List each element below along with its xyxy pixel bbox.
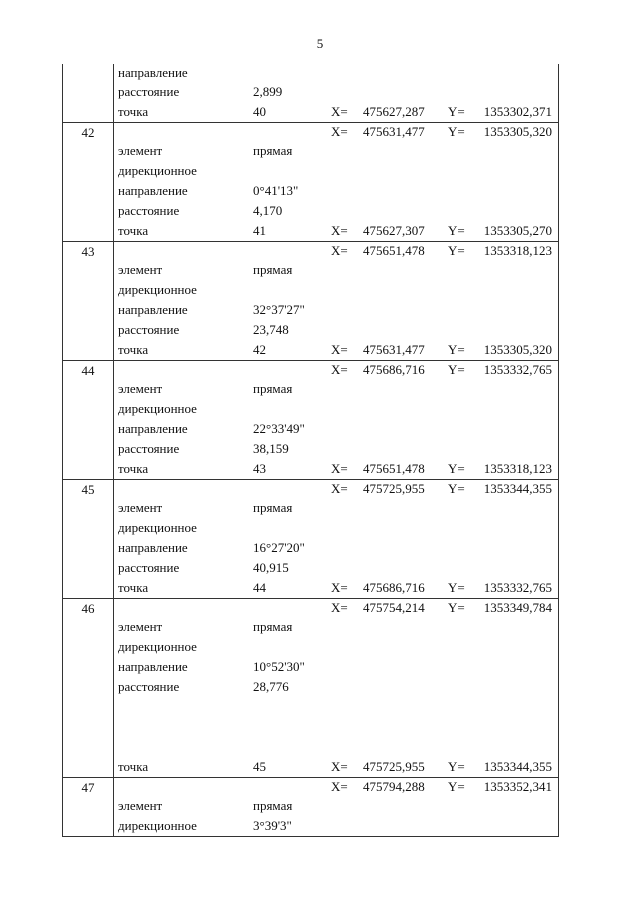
y-coordinate: 1353318,123 [483, 461, 552, 476]
x-label: X= [331, 362, 348, 377]
table-line [63, 518, 558, 538]
line-value: 43 [253, 461, 266, 476]
table-line [63, 361, 558, 379]
x-label: X= [331, 124, 348, 139]
table-line [63, 64, 558, 82]
y-coordinate: 1353332,765 [483, 580, 552, 595]
table-row [62, 777, 559, 837]
x-coordinate: 475627,307 [363, 223, 425, 238]
table-line [63, 123, 558, 141]
line-value: 32°37'27" [253, 302, 305, 317]
line-value: 4,170 [253, 203, 283, 218]
table-line [63, 320, 558, 340]
line-label: расстояние [118, 679, 180, 694]
table-line [63, 260, 558, 280]
x-label: X= [331, 342, 348, 357]
line-label: расстояние [118, 84, 180, 99]
x-label: X= [331, 580, 348, 595]
table-line [63, 737, 558, 757]
x-label: X= [331, 243, 348, 258]
line-label: дирекционное [118, 163, 197, 178]
line-value: прямая [253, 381, 293, 396]
x-label: X= [331, 104, 348, 119]
line-label: элемент [118, 798, 163, 813]
x-label: X= [331, 461, 348, 476]
line-label: элемент [118, 381, 163, 396]
line-value: 40 [253, 104, 266, 119]
y-label: Y= [448, 223, 465, 238]
table-line [63, 379, 558, 399]
line-label: дирекционное [118, 818, 197, 833]
line-label: направление [118, 183, 188, 198]
y-label: Y= [448, 362, 465, 377]
table-line [63, 340, 558, 360]
table-line [63, 498, 558, 518]
table-row [62, 479, 559, 598]
line-value: 38,159 [253, 441, 289, 456]
line-label: точка [118, 342, 149, 357]
y-coordinate: 1353305,320 [483, 124, 552, 139]
y-coordinate: 1353352,341 [483, 779, 552, 794]
line-value: 44 [253, 580, 266, 595]
table-line [63, 221, 558, 241]
line-label: расстояние [118, 560, 180, 575]
line-label: элемент [118, 619, 163, 634]
x-coordinate: 475627,287 [363, 104, 425, 119]
line-value: 28,776 [253, 679, 289, 694]
table-line [63, 459, 558, 479]
line-value: 16°27'20" [253, 540, 305, 555]
x-coordinate: 475686,716 [363, 362, 425, 377]
table-line [63, 816, 558, 836]
line-value: 10°52'30" [253, 659, 305, 674]
line-label: дирекционное [118, 282, 197, 297]
line-value: прямая [253, 798, 293, 813]
line-value: прямая [253, 500, 293, 515]
y-label: Y= [448, 243, 465, 258]
x-coordinate: 475754,214 [363, 600, 425, 615]
table-line [63, 657, 558, 677]
line-value: прямая [253, 262, 293, 277]
table-line [63, 419, 558, 439]
line-value: прямая [253, 143, 293, 158]
table-line [63, 697, 558, 717]
y-label: Y= [448, 759, 465, 774]
table-row-continued [62, 64, 559, 122]
x-label: X= [331, 600, 348, 615]
table-line [63, 599, 558, 617]
x-label: X= [331, 223, 348, 238]
point-number: 43 [63, 242, 114, 360]
table-line [63, 280, 558, 300]
line-label: элемент [118, 262, 163, 277]
table-line [63, 480, 558, 498]
table-line [63, 242, 558, 260]
line-label: направление [118, 65, 188, 80]
page-number: 5 [316, 36, 324, 51]
point-number: 46 [63, 599, 114, 777]
line-value: 0°41'13" [253, 183, 299, 198]
y-label: Y= [448, 124, 465, 139]
x-coordinate: 475631,477 [363, 124, 425, 139]
line-label: расстояние [118, 441, 180, 456]
line-label: направление [118, 302, 188, 317]
y-coordinate: 1353302,371 [483, 104, 552, 119]
table-line [63, 439, 558, 459]
table-line [63, 617, 558, 637]
x-label: X= [331, 759, 348, 774]
line-label: направление [118, 659, 188, 674]
table-row [62, 360, 559, 479]
table-row [62, 598, 559, 777]
table-line [63, 300, 558, 320]
point-number: 42 [63, 123, 114, 241]
table-line [63, 399, 558, 419]
line-label: дирекционное [118, 401, 197, 416]
line-label: направление [118, 540, 188, 555]
table-line [63, 102, 558, 122]
y-coordinate: 1353344,355 [483, 759, 552, 774]
line-value: 45 [253, 759, 266, 774]
x-coordinate: 475651,478 [363, 243, 425, 258]
table-line [63, 637, 558, 657]
line-label: точка [118, 104, 149, 119]
line-value: 23,748 [253, 322, 289, 337]
y-label: Y= [448, 779, 465, 794]
line-label: направление [118, 421, 188, 436]
line-value: 41 [253, 223, 266, 238]
line-label: точка [118, 223, 149, 238]
line-label: расстояние [118, 322, 180, 337]
y-label: Y= [448, 342, 465, 357]
y-label: Y= [448, 461, 465, 476]
table-line [63, 181, 558, 201]
point-number: 47 [63, 778, 114, 836]
line-label: элемент [118, 143, 163, 158]
line-label: расстояние [118, 203, 180, 218]
table-line [63, 141, 558, 161]
line-value: 42 [253, 342, 266, 357]
x-label: X= [331, 779, 348, 794]
x-label: X= [331, 481, 348, 496]
line-label: дирекционное [118, 639, 197, 654]
table-line [63, 558, 558, 578]
line-label: элемент [118, 500, 163, 515]
table-line [63, 717, 558, 737]
line-value: прямая [253, 619, 293, 634]
y-label: Y= [448, 600, 465, 615]
line-value: 22°33'49" [253, 421, 305, 436]
x-coordinate: 475686,716 [363, 580, 425, 595]
x-coordinate: 475725,955 [363, 481, 425, 496]
table-line [63, 201, 558, 221]
line-value: 2,899 [253, 84, 283, 99]
boundary-coordinates-table [62, 64, 559, 837]
y-coordinate: 1353349,784 [483, 600, 552, 615]
x-coordinate: 475631,477 [363, 342, 425, 357]
table-line [63, 538, 558, 558]
line-label: точка [118, 759, 149, 774]
table-line [63, 82, 558, 102]
table-row [62, 241, 559, 360]
y-label: Y= [448, 481, 465, 496]
line-label: дирекционное [118, 520, 197, 535]
table-line [63, 161, 558, 181]
x-coordinate: 475725,955 [363, 759, 425, 774]
point-number: 44 [63, 361, 114, 479]
table-line [63, 578, 558, 598]
table-line [63, 778, 558, 796]
y-coordinate: 1353318,123 [483, 243, 552, 258]
line-label: точка [118, 580, 149, 595]
y-coordinate: 1353305,320 [483, 342, 552, 357]
y-label: Y= [448, 580, 465, 595]
table-line [63, 757, 558, 777]
line-label: точка [118, 461, 149, 476]
point-number: 45 [63, 480, 114, 598]
y-label: Y= [448, 104, 465, 119]
y-coordinate: 1353332,765 [483, 362, 552, 377]
line-value: 40,915 [253, 560, 289, 575]
y-coordinate: 1353344,355 [483, 481, 552, 496]
x-coordinate: 475651,478 [363, 461, 425, 476]
table-line [63, 796, 558, 816]
table-line [63, 677, 558, 697]
y-coordinate: 1353305,270 [483, 223, 552, 238]
line-value: 3°39'3" [253, 818, 292, 833]
table-row [62, 122, 559, 241]
x-coordinate: 475794,288 [363, 779, 425, 794]
